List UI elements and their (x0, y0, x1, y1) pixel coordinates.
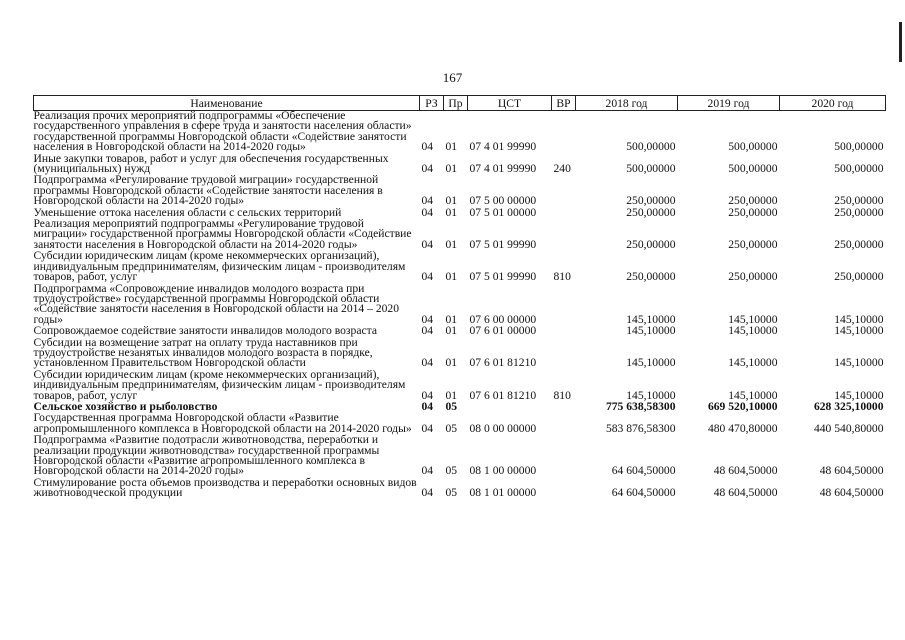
cell-rz: 04 (421, 140, 434, 154)
cell-cst: 08 1 00 00000 (469, 464, 537, 478)
header-pr: Пр (444, 96, 468, 111)
cell-2019: 145,10000 (728, 356, 778, 370)
cell-name: Сопровождаемое содействие занятости инвалидов молодого возраста (33, 324, 377, 338)
cell-2019: 669 520,10000 (707, 399, 778, 413)
cell-2018: 775 638,58300 (605, 399, 676, 413)
table-row (34, 478, 886, 500)
cell-name: Реализация прочих мероприятий подпрограммы «Обеспечение государственного управления в сфере труда и занятости населения области» государственной программы Новгородской области «Содействие занятости населения в Новгородской области на 2014-2020 годы» (33, 109, 412, 154)
cell-rz: 04 (421, 464, 434, 478)
cell-2020: 250,00000 (834, 194, 884, 208)
cell-pr: 01 (445, 312, 458, 326)
cell-rz: 04 (421, 324, 434, 338)
cell-2020: 145,10000 (834, 356, 884, 370)
cell-rz: 04 (421, 399, 434, 413)
cell-rz: 04 (421, 194, 434, 208)
cell-2019: 145,10000 (728, 312, 778, 326)
cell-2018: 250,00000 (626, 205, 676, 219)
page-number: 167 (442, 70, 463, 85)
cell-vr (552, 338, 576, 370)
cell-cst: 07 4 01 99990 (469, 162, 537, 176)
cell-rz: 04 (421, 388, 434, 402)
table-row (34, 370, 886, 402)
cell-cst (468, 402, 552, 413)
cell-pr: 05 (445, 421, 458, 435)
cell-rz: 04 (421, 356, 434, 370)
cell-cst: 07 6 00 00000 (469, 312, 537, 326)
cell-pr: 01 (445, 237, 458, 251)
cell-2019: 500,00000 (728, 162, 778, 176)
cell-cst: 07 6 01 81210 (469, 356, 537, 370)
cell-cst: 07 6 01 00000 (469, 324, 537, 338)
cell-name: Субсидии юридическим лицам (кроме некоммерческих организаций), индивидуальным предпринимателям, физическим лицам - производителям товаров, работ, услуг (33, 249, 406, 284)
cell-vr (552, 175, 576, 207)
cell-2018: 64 604,50000 (611, 486, 676, 500)
cell-vr: 810 (553, 388, 571, 402)
cell-2020: 250,00000 (834, 237, 884, 251)
cell-2018: 145,10000 (626, 356, 676, 370)
cell-name: Уменьшение оттока населения области с сельских территорий (33, 205, 342, 219)
table-row (34, 251, 886, 283)
cell-vr (552, 111, 576, 154)
cell-vr (552, 208, 576, 219)
cell-2020: 145,10000 (834, 388, 884, 402)
cell-2018: 583 876,58300 (605, 421, 676, 435)
cell-cst: 07 5 01 99990 (469, 237, 537, 251)
cell-rz: 04 (421, 237, 434, 251)
table-row (34, 154, 886, 176)
cell-2018: 250,00000 (626, 194, 676, 208)
cell-vr (552, 402, 576, 413)
cell-2020: 500,00000 (834, 140, 884, 154)
cell-pr: 01 (445, 388, 458, 402)
cell-name: Реализация мероприятий подпрограммы «Регулирование трудовой миграции» государственной программы Новгородской области «Содействие занятости населения в Новгородской области на 2014-2020 годы» (33, 217, 412, 251)
table-body (34, 111, 886, 500)
header-2020: 2020 год (780, 96, 886, 111)
table-row (34, 338, 886, 370)
cell-2018: 250,00000 (626, 237, 676, 251)
cell-name: Сельское хозяйство и рыболовство (33, 399, 218, 413)
cell-rz: 04 (421, 162, 434, 176)
cell-name: Подпрограмма «Сопровождение инвалидов молодого возраста при трудоустройстве» государственной программы Новгородской области «Содействие занятости населения в Новгородской области на 2014 – 2020 годы» (33, 281, 400, 326)
cell-2020: 145,10000 (834, 324, 884, 338)
cell-2020: 500,00000 (834, 162, 884, 176)
cell-2018: 145,10000 (626, 324, 676, 338)
cell-2019: 145,10000 (728, 324, 778, 338)
cell-2020: 440 540,80000 (813, 421, 884, 435)
header-vr: ВР (552, 96, 576, 111)
page-edge-mark (899, 22, 902, 62)
cell-vr (552, 478, 576, 500)
budget-table (33, 95, 886, 500)
header-name: Наименование (34, 96, 420, 111)
cell-2018: 145,10000 (626, 312, 676, 326)
cell-2019: 500,00000 (728, 140, 778, 154)
table-row (34, 284, 886, 327)
cell-2020: 48 604,50000 (819, 486, 884, 500)
cell-2020: 145,10000 (834, 312, 884, 326)
cell-2019: 250,00000 (728, 237, 778, 251)
cell-2019: 48 604,50000 (713, 486, 778, 500)
cell-2018: 145,10000 (626, 388, 676, 402)
cell-pr: 01 (445, 194, 458, 208)
cell-pr: 01 (445, 162, 458, 176)
cell-2019: 480 470,80000 (707, 421, 778, 435)
cell-2020: 250,00000 (834, 205, 884, 219)
cell-rz: 04 (421, 486, 434, 500)
cell-pr: 01 (445, 324, 458, 338)
cell-2019: 48 604,50000 (713, 464, 778, 478)
cell-pr: 05 (445, 399, 458, 413)
cell-name: Подпрограмма «Развитие подотрасли животноводства, переработки и реализации продукции животноводства» государственной программы Новгородской области «Развитие агропромышленного комплекса в Новгородской области на 2014-2020 годы» (33, 433, 380, 478)
header-cst: ЦСТ (468, 96, 552, 111)
cell-2019: 250,00000 (728, 194, 778, 208)
header-rz: РЗ (420, 96, 444, 111)
cell-vr (552, 284, 576, 327)
cell-cst: 07 5 01 00000 (469, 205, 537, 219)
cell-pr: 05 (445, 486, 458, 500)
cell-2019: 250,00000 (728, 270, 778, 284)
cell-vr: 240 (553, 162, 571, 176)
cell-vr (552, 219, 576, 251)
cell-vr (552, 413, 576, 435)
cell-2020: 250,00000 (834, 270, 884, 284)
cell-pr: 01 (445, 205, 458, 219)
cell-pr: 01 (445, 356, 458, 370)
cell-name: Иные закупки товаров, работ и услуг для обеспечения государственных (муниципальных) нужд (33, 151, 389, 176)
cell-cst: 07 4 01 99990 (469, 140, 537, 154)
cell-rz: 04 (421, 312, 434, 326)
cell-cst: 07 5 00 00000 (469, 194, 537, 208)
cell-pr: 01 (445, 140, 458, 154)
cell-cst: 08 1 01 00000 (469, 486, 537, 500)
table-row (34, 175, 886, 207)
cell-cst: 07 5 01 99990 (469, 270, 537, 284)
cell-2019: 145,10000 (728, 388, 778, 402)
cell-cst: 07 6 01 81210 (469, 388, 537, 402)
cell-2019: 250,00000 (728, 205, 778, 219)
cell-2018: 500,00000 (626, 140, 676, 154)
cell-pr: 05 (445, 464, 458, 478)
cell-pr: 01 (445, 270, 458, 284)
cell-rz: 04 (421, 270, 434, 284)
cell-name: Подпрограмма «Регулирование трудовой миграции» государственной программы Новгородской области «Содействие занятости населения в Новгородской области на 2014-2020 годы» (33, 173, 383, 208)
cell-2020: 48 604,50000 (819, 464, 884, 478)
cell-vr (552, 435, 576, 478)
header-2018: 2018 год (576, 96, 678, 111)
cell-name: Государственная программа Новгородской области «Развитие агропромышленного комплекса в Новгородской области на 2014-2020 годы» (33, 411, 412, 435)
cell-rz: 04 (421, 421, 434, 435)
cell-2018: 250,00000 (626, 270, 676, 284)
cell-2020: 628 325,10000 (813, 399, 884, 413)
cell-name: Стимулирование роста объемов производства и переработки основных видов животноводческой продукции (33, 475, 417, 500)
cell-name: Субсидии на возмещение затрат на оплату труда наставников при трудоустройстве незанятых инвалидов молодого возраста в порядке, установленном Правительством Новгородской области (33, 335, 373, 370)
cell-vr: 810 (553, 270, 571, 284)
table-row (34, 413, 886, 435)
header-2019: 2019 год (678, 96, 780, 111)
cell-vr (552, 326, 576, 337)
table-row (34, 219, 886, 251)
cell-2018: 500,00000 (626, 162, 676, 176)
cell-name: Субсидии юридическим лицам (кроме некоммерческих организаций), индивидуальным предпринимателям, физическим лицам - производителям товаров, работ, услуг (33, 367, 406, 402)
cell-2018: 64 604,50000 (611, 464, 676, 478)
cell-cst: 08 0 00 00000 (469, 421, 537, 435)
table-row (34, 111, 886, 154)
table-row (34, 435, 886, 478)
cell-rz: 04 (421, 205, 434, 219)
